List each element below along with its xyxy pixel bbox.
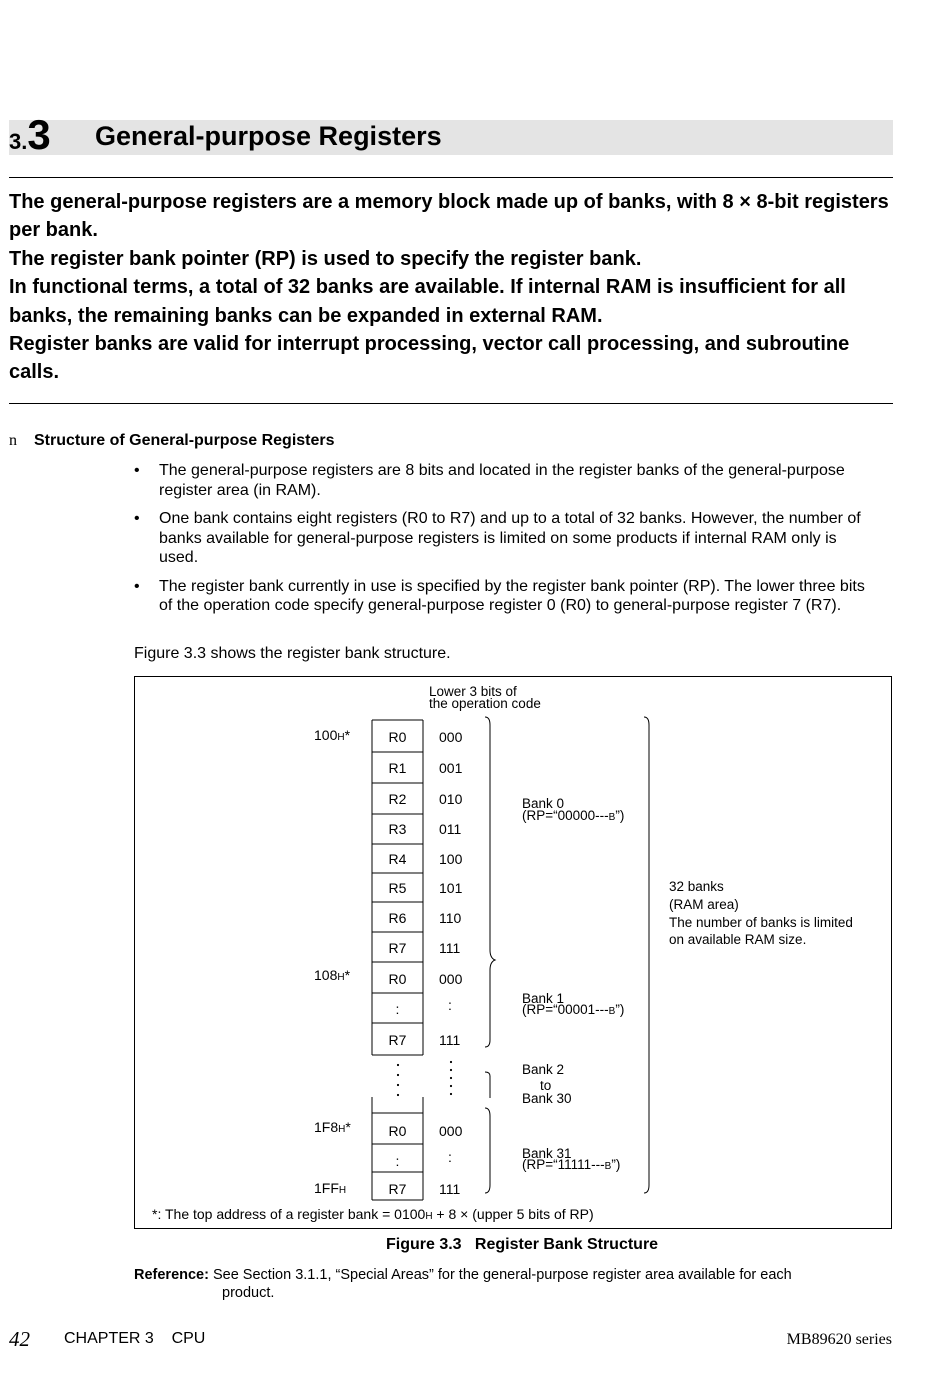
summary-line: In functional terms, a total of 32 banks are available. If internal RAM is insufficient for all banks, the remaining banks can be expanded in external RAM. <box>9 276 846 327</box>
bank0-bank1-brace <box>485 717 495 1047</box>
address-label-bank0: 100H* <box>314 727 351 743</box>
register-cell: : <box>395 1153 400 1169</box>
opcode-header-line2: the operation code <box>429 696 541 711</box>
bank1-label: Bank 1 <box>522 991 565 1006</box>
summary-line: The register bank pointer (RP) is used to specify the register bank. <box>9 247 642 270</box>
ellipsis-marker <box>390 1060 460 1102</box>
register-cell: R0 <box>388 729 407 745</box>
series-label: MB89620 series <box>786 1331 892 1348</box>
opcode-cell: 110 <box>439 910 462 926</box>
section-number-main: 3 <box>27 111 51 158</box>
register-cell: R7 <box>388 940 407 956</box>
reference-label: Reference: <box>134 1267 209 1283</box>
opcode-cell: : <box>448 1149 452 1165</box>
register-cell: R7 <box>388 1032 407 1048</box>
bullet-symbol: • <box>134 577 140 595</box>
reference-line1: Reference: See Section 3.1.1, “Special Areas” for the general-purpose register area available for each <box>134 1267 792 1283</box>
bank31-rp-label: (RP=“11111---B”) <box>522 1157 621 1172</box>
opcode-cell: 000 <box>439 729 463 745</box>
opcode-cell: 101 <box>439 880 463 896</box>
total-banks-note: 32 banks <box>669 879 724 894</box>
bank0-label: Bank 0 <box>522 796 565 811</box>
bullet-text: The general-purpose registers are 8 bits and located in the register banks of the general-purpose register area (in RAM). <box>159 462 845 499</box>
figure-intro: Figure 3.3 shows the register bank structure. <box>134 645 451 662</box>
opcode-cell: 000 <box>439 971 463 987</box>
opcode-cell: : <box>448 997 452 1013</box>
bank2to30-brace-top <box>485 1072 490 1098</box>
structure-heading-text: Structure of General-purpose Registers <box>34 432 335 449</box>
address-label-bank31: 1F8H* <box>314 1119 351 1135</box>
bullet-symbol: • <box>134 462 140 479</box>
bank31-label: Bank 31 <box>522 1146 572 1161</box>
opcode-cell: 000 <box>439 1123 463 1139</box>
register-cell: R6 <box>388 910 407 926</box>
bullet-text: One bank contains eight registers (R0 to R7) and up to a total of 32 banks. However, the number of banks available for general-purpose registers is limited on some products if internal RAM only is used. <box>159 510 861 566</box>
register-cell: R3 <box>388 821 407 837</box>
summary-line: Register banks are valid for interrupt processing, vector call processing, and subroutine calls. <box>9 333 850 384</box>
bullet-text: The register bank currently in use is specified by the register bank pointer (RP). The lower three bits of the operation code specify general-purpose register 0 (R0) to general-purpose register 7 (R7). <box>159 577 865 614</box>
figure-footnote: *: The top address of a register bank = 0100H + 8 × (upper 5 bits of RP) <box>152 1206 594 1222</box>
section-number-prefix: 3. <box>9 129 28 154</box>
total-banks-note: on available RAM size. <box>669 932 807 947</box>
bank-braces <box>485 717 649 1193</box>
address-label-last: 1FFH <box>314 1180 347 1196</box>
bullet-symbol: • <box>134 510 140 527</box>
reference-line2: product. <box>222 1285 275 1301</box>
opcode-cell: 010 <box>439 791 463 807</box>
opcode-cell: 001 <box>439 760 463 776</box>
opcode-cell: 111 <box>439 940 461 956</box>
bank31-brace <box>485 1108 490 1193</box>
section-title: General-purpose Registers <box>95 121 442 151</box>
page-number: 42 <box>9 1327 30 1351</box>
total-banks-note: The number of banks is limited <box>669 915 853 930</box>
heading-marker: n <box>9 432 17 449</box>
bank2-label: Bank 2 <box>522 1062 565 1077</box>
opcode-cell: 111 <box>439 1032 461 1048</box>
opcode-cell: 111 <box>439 1181 461 1197</box>
opcode-cell: 011 <box>439 821 462 837</box>
opcode-cell: 100 <box>439 851 463 867</box>
address-label-bank1: 108H* <box>314 967 351 983</box>
summary-line: The general-purpose registers are a memory block made up of banks, with 8 × 8-bit registers per bank. <box>9 191 889 242</box>
reference-note <box>134 1266 874 1302</box>
opcode-header-line1: Lower 3 bits of <box>429 684 517 699</box>
figure-caption: Figure 3.3 Register Bank Structure <box>386 1236 659 1253</box>
register-cell: R7 <box>388 1181 407 1197</box>
chapter-label: CHAPTER 3 CPU <box>64 1330 206 1347</box>
register-cell: : <box>395 1001 400 1017</box>
total-banks-note: (RAM area) <box>669 897 739 912</box>
bank30-label: Bank 30 <box>522 1091 572 1106</box>
register-cell: R2 <box>388 791 407 807</box>
register-cell: R0 <box>388 1123 407 1139</box>
bank-range-to-label: to <box>540 1078 552 1093</box>
register-cell: R5 <box>388 880 407 896</box>
all-banks-brace <box>644 717 649 1193</box>
register-cell: R4 <box>388 851 407 867</box>
bank0-rp-label: (RP=“00000---B”) <box>522 808 625 823</box>
bank1-rp-label: (RP=“00001---B”) <box>522 1002 625 1017</box>
register-cell: R1 <box>388 760 407 776</box>
register-cell: R0 <box>388 971 407 987</box>
